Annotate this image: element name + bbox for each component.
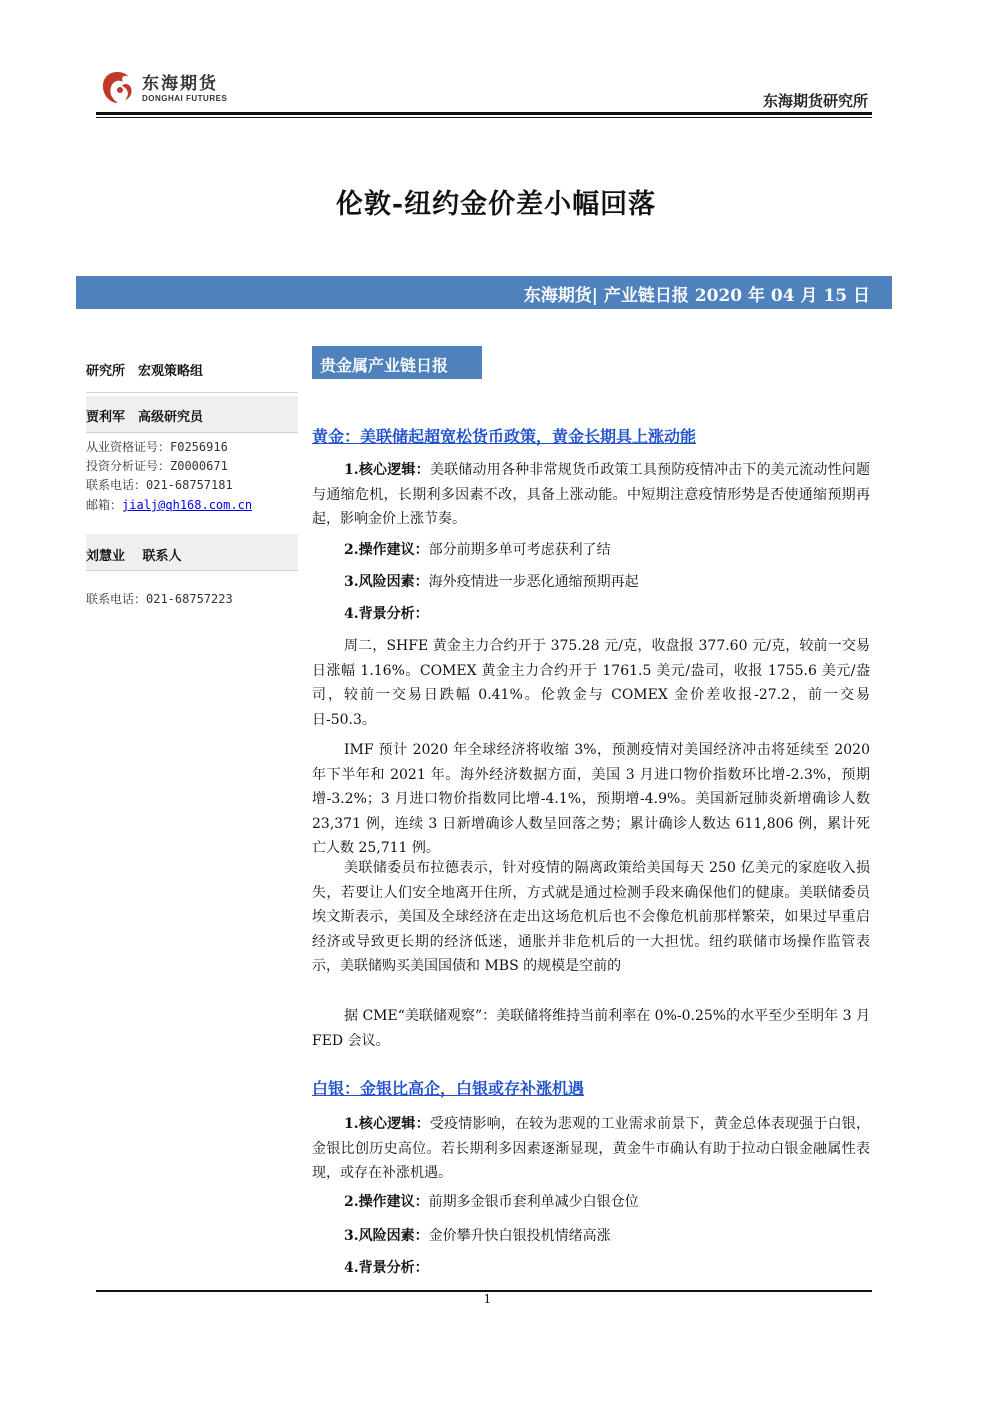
silver-core-logic (312, 1112, 870, 1186)
report-banner (76, 276, 892, 309)
gold-risk (312, 570, 870, 595)
sidebar-divider (86, 392, 298, 393)
gold-advice (312, 538, 870, 563)
gold-background-p3: 美联储委员布拉德表示，针对疫情的隔离政策给美国每天 250 亿美元的家庭收入损失，若要让人们安全地离开住所，方式就是通过检测手段来确保他们的健康。美联储委员埃文斯表示，美国及全球经济在走出这场危机后也不会像危机前那样繁荣，如果过早重启经济或导致更长期的经济低迷，通胀并非危机后的一大担忧。纽约联储市场操作监管表示，美联储购买美国国债和 MBS 的规模是空前的 (312, 860, 870, 974)
silver-core-logic-label: 1.核心逻辑： (344, 1116, 430, 1132)
gold-background-p2: IMF 预计 2020 年全球经济将收缩 3%，预测疫情对美国经济冲击将延续至 2020 年下半年和 2021 年。海外经济数据方面，美国 3 月进口物价指数环比增-2.3%，预期增-3.2%；3 月进口物价指数同比增-4.1%，预期增-4.9%。美国新冠肺炎新增确诊人数 23,371 例，连续 3 日新增确诊人数呈回落之势；累计确诊人数达 611,806 例，累计死亡人数 25,711 例。 (312, 742, 870, 856)
gold-heading: 黄金：美联储起超宽松货币政策，黄金长期具上涨动能 (312, 427, 697, 446)
silver-risk-text: 金价攀升快白银投机情绪高涨 (428, 1228, 611, 1244)
silver-advice-text: 前期多金银币套利单减少白银仓位 (428, 1194, 639, 1210)
analyst1-email-row (86, 496, 298, 513)
sidebar-divider (86, 432, 298, 433)
gold-background-label (312, 602, 870, 627)
analyst1-inv-cert: 投资分析证号：Z0000671 (86, 459, 228, 473)
sidebar-divider (86, 570, 298, 571)
gold-core-logic-label: 1.核心逻辑： (344, 462, 430, 478)
silver-background-label-text: 4.背景分析： (344, 1260, 429, 1276)
gold-core-logic-text: 美联储动用各种非常规货币政策工具预防疫情冲击下的美元流动性问题与通缩危机，长期利多因素不改，具备上涨动能。中短期注意疫情形势是否使通缩预期再起，影响金价上涨节奏。 (312, 462, 871, 527)
page-number: 1 (483, 1292, 492, 1306)
logo-cn-text: 东海期货 (142, 73, 218, 94)
analyst1-name: 贾利军 高级研究员 (86, 410, 204, 425)
section-tag-text: 贵金属产业链日报 (320, 356, 449, 375)
gold-background-p1: 周二，SHFE 黄金主力合约开于 375.28 元/克，收盘报 377.60 元/克，较前一交易日涨幅 1.16%。COMEX 黄金主力合约开于 1761.5 美元/盎司，收报 1755.6 美元/盎司，较前一交易日跌幅 0.41%。伦敦金与 COMEX 金价差收报-27.2，前一交易日-50.3。 (312, 638, 870, 728)
silver-risk-label: 3.风险因素： (344, 1228, 429, 1244)
institute-name: 东海期货研究所 (762, 92, 868, 110)
gold-risk-text: 海外疫情进一步恶化通缩预期再起 (428, 574, 639, 590)
report-title: 伦敦-纽约金价差小幅回落 (335, 189, 657, 220)
gold-background-p4: 据 CME“美联储观察”：美联储将维持当前利率在 0%-0.25%的水平至少至明年 3 月 FED 会议。 (312, 1008, 870, 1049)
gold-advice-label: 2.操作建议： (344, 542, 429, 558)
banner-text: 东海期货| 产业链日报 2020 年 04 月 15 日 (523, 286, 870, 306)
silver-risk (312, 1224, 870, 1249)
gold-advice-text: 部分前期多单可考虑获利了结 (428, 542, 611, 558)
analyst1-cert: 从业资格证号：F0256916 (86, 440, 228, 454)
logo-en-text: DONGHAI FUTURES (142, 93, 228, 103)
dragon-logo-icon (98, 68, 136, 108)
silver-background-label (312, 1256, 870, 1281)
header-rule (96, 112, 872, 115)
sidebar-dept: 研究所 宏观策略组 (86, 364, 204, 379)
analyst1-phone: 联系电话：021-68757181 (86, 478, 233, 492)
silver-heading: 白银：金银比高企，白银或存补涨机遇 (312, 1079, 585, 1098)
email-label: 邮箱： (86, 498, 123, 512)
silver-advice-label: 2.操作建议： (344, 1194, 429, 1210)
gold-core-logic (312, 458, 870, 532)
gold-background-label-text: 4.背景分析： (344, 606, 429, 622)
header-rule-thin (96, 117, 872, 118)
silver-advice (312, 1190, 870, 1215)
analyst2-name: 刘慧业 联系人 (86, 549, 182, 564)
email-link[interactable]: jialj@qh168.com.cn (122, 498, 253, 512)
company-logo (98, 66, 238, 110)
silver-core-logic-text: 受疫情影响，在较为悲观的工业需求前景下，黄金总体表现强于白银，金银比创历史高位。若长期利多因素逐渐显现，黄金牛市确认有助于拉动白银金融属性表现，或存在补涨机遇。 (312, 1116, 871, 1181)
gold-risk-label: 3.风险因素： (344, 574, 429, 590)
analyst2-phone: 联系电话：021-68757223 (86, 592, 233, 606)
